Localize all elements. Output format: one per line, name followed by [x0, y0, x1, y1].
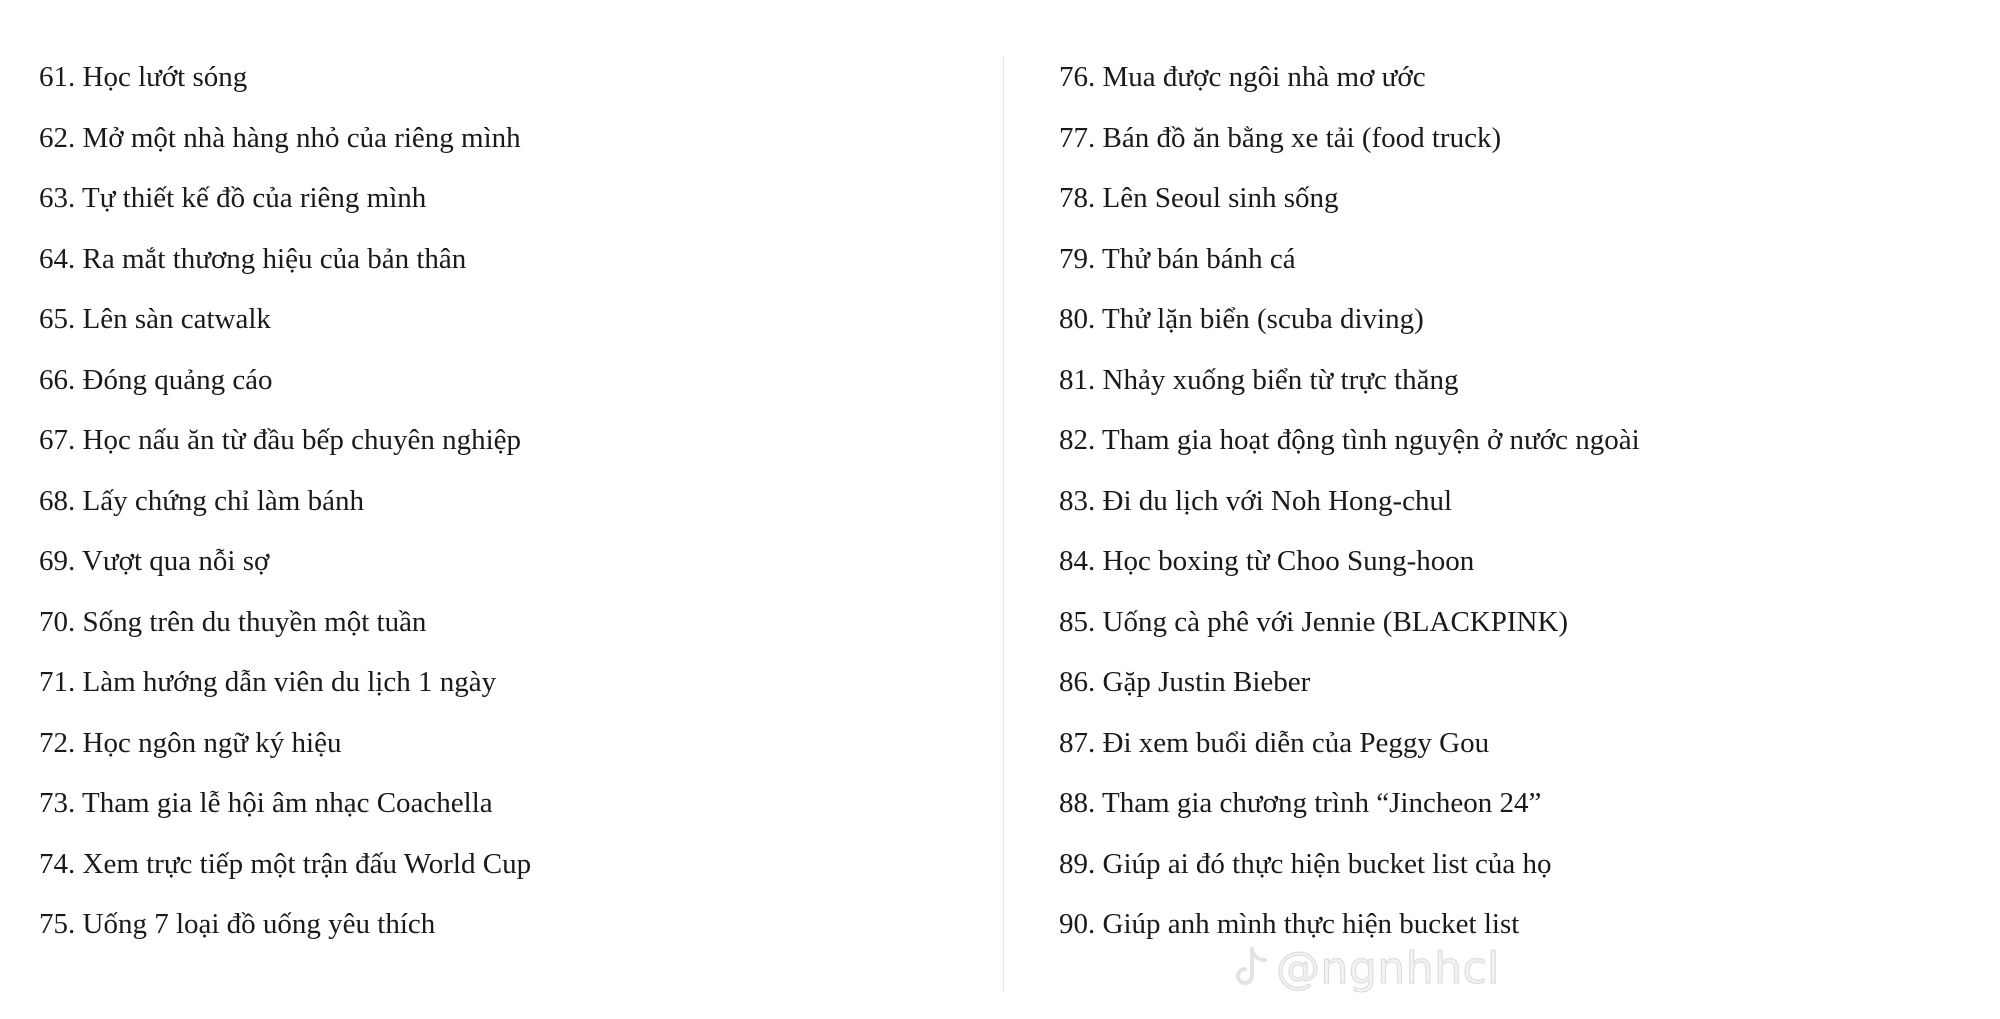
list-item: 86. Gặp Justin Bieber: [1059, 666, 1311, 698]
list-item: 68. Lấy chứng chỉ làm bánh: [39, 484, 364, 517]
list-item: 76. Mua được ngôi nhà mơ ước: [1059, 61, 1426, 93]
list-item: 73. Tham gia lễ hội âm nhạc Coachella: [39, 787, 493, 819]
list-item: 82. Tham gia hoạt động tình nguyện ở nước ngoài: [1059, 424, 1640, 456]
watermark-handle: @ngnhhcl: [1276, 942, 1500, 994]
list-item: 69. Vượt qua nỗi sợ: [39, 545, 270, 577]
list-item: 61. Học lướt sóng: [39, 61, 248, 93]
list-item: 64. Ra mắt thương hiệu của bản thân: [39, 242, 467, 275]
tiktok-icon: [1232, 946, 1270, 990]
tiktok-watermark: [1232, 940, 1500, 996]
list-item: 87. Đi xem buổi diễn của Peggy Gou: [1059, 726, 1490, 759]
list-item: 62. Mở một nhà hàng nhỏ của riêng mình: [39, 121, 521, 154]
column-divider: [1003, 56, 1004, 992]
bucket-list-right-column: [1059, 52, 1959, 960]
list-item: 84. Học boxing từ Choo Sung-hoon: [1059, 545, 1475, 577]
list-item: 78. Lên Seoul sinh sống: [1059, 182, 1339, 214]
list-item: 88. Tham gia chương trình “Jincheon 24”: [1059, 787, 1542, 819]
list-item: 79. Thử bán bánh cá: [1059, 242, 1296, 275]
list-item: 74. Xem trực tiếp một trận đấu World Cup: [39, 847, 532, 880]
list-item: 90. Giúp anh mình thực hiện bucket list: [1059, 908, 1520, 940]
bucket-list-left-column: [39, 52, 989, 960]
list-item: 70. Sống trên du thuyền một tuần: [39, 605, 427, 638]
list-item: 72. Học ngôn ngữ ký hiệu: [39, 726, 342, 759]
list-item: 89. Giúp ai đó thực hiện bucket list của họ: [1059, 847, 1552, 880]
list-item: 77. Bán đồ ăn bằng xe tải (food truck): [1059, 121, 1502, 154]
list-item: 65. Lên sàn catwalk: [39, 303, 271, 335]
list-item: 81. Nhảy xuống biển từ trực thăng: [1059, 363, 1459, 396]
list-item: 85. Uống cà phê với Jennie (BLACKPINK): [1059, 605, 1569, 638]
list-item: 71. Làm hướng dẫn viên du lịch 1 ngày: [39, 666, 497, 698]
list-item: 63. Tự thiết kế đồ của riêng mình: [39, 182, 427, 214]
list-item: 83. Đi du lịch với Noh Hong-chul: [1059, 484, 1453, 517]
list-item: 66. Đóng quảng cáo: [39, 363, 273, 396]
list-item: 75. Uống 7 loại đồ uống yêu thích: [39, 908, 436, 940]
list-item: 80. Thử lặn biển (scuba diving): [1059, 303, 1424, 335]
list-item: 67. Học nấu ăn từ đầu bếp chuyên nghiệp: [39, 424, 521, 456]
